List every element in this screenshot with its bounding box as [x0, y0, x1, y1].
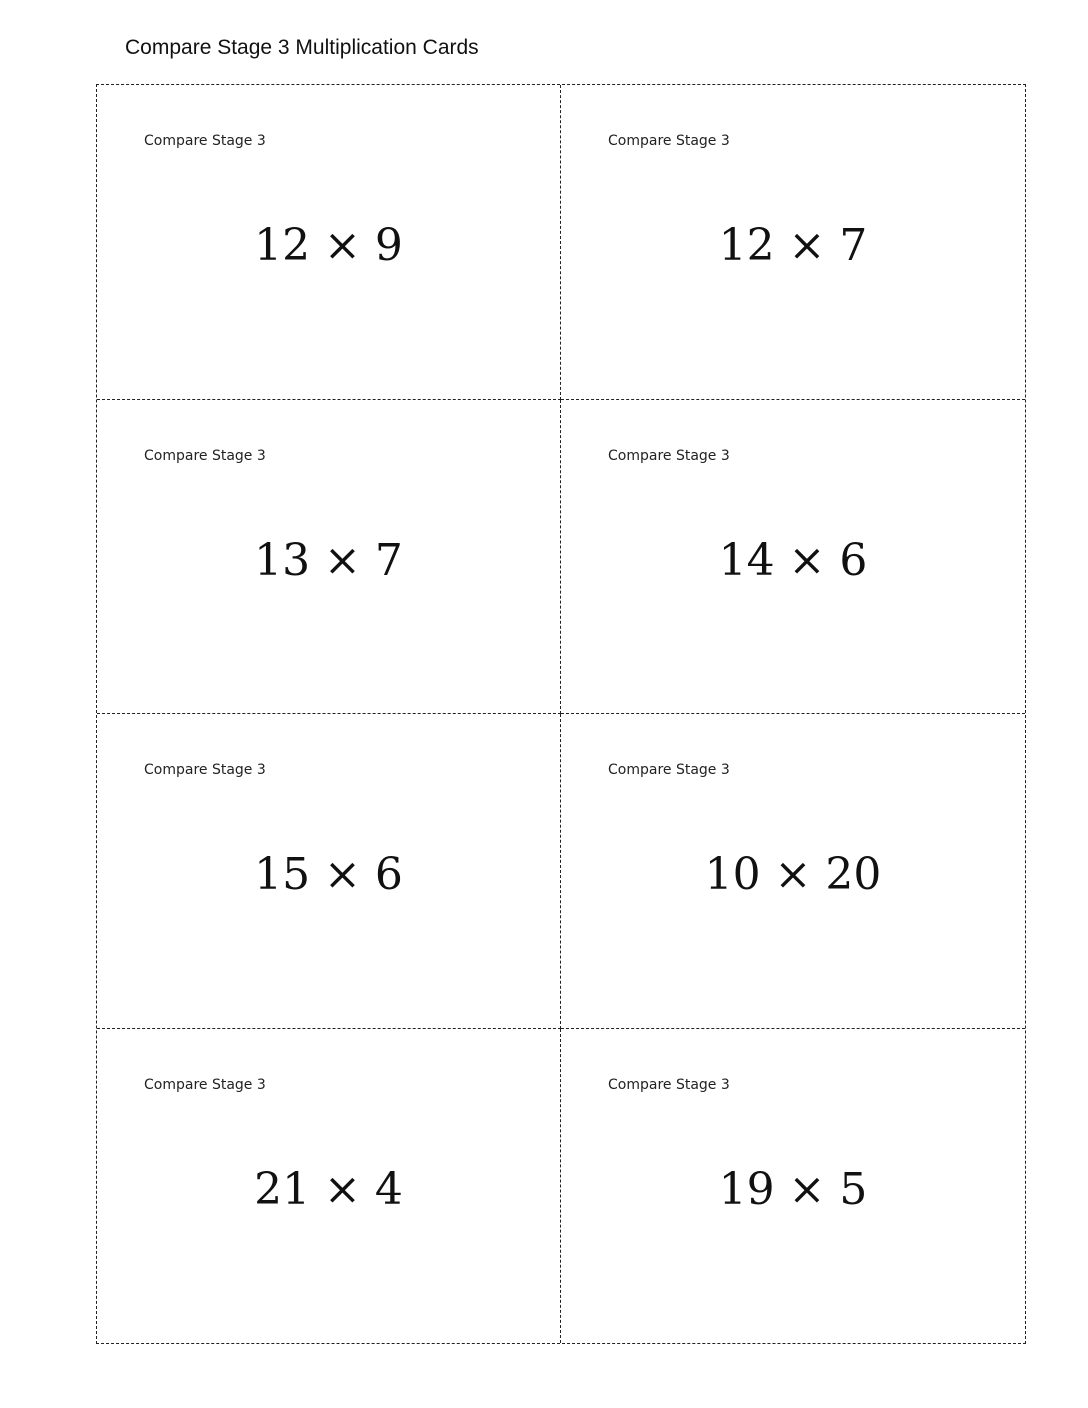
card-expression: 15 × 6	[254, 849, 403, 900]
card-label: Compare Stage 3	[608, 447, 730, 464]
card-expression: 12 × 9	[254, 220, 403, 271]
card	[97, 85, 561, 400]
card-expression: 13 × 7	[254, 534, 403, 586]
page-title: Compare Stage 3 Multiplication Cards	[125, 36, 479, 59]
card-expression: 10 × 20	[704, 849, 882, 900]
card	[561, 85, 1025, 400]
card-expression: 21 × 4	[254, 1163, 403, 1215]
card	[97, 1029, 561, 1344]
card-grid	[96, 84, 1026, 1344]
card-label: Compare Stage 3	[144, 762, 266, 778]
card-expression: 12 × 7	[718, 220, 868, 271]
card-label: Compare Stage 3	[144, 447, 266, 464]
card-label: Compare Stage 3	[144, 133, 266, 149]
card-expression: 19 × 5	[718, 1163, 868, 1215]
card	[97, 714, 561, 1029]
card-label: Compare Stage 3	[608, 1076, 730, 1093]
card	[97, 400, 561, 715]
card-label: Compare Stage 3	[608, 133, 730, 149]
card-label: Compare Stage 3	[608, 762, 730, 778]
card	[561, 400, 1025, 715]
card-label: Compare Stage 3	[144, 1076, 266, 1093]
card	[561, 714, 1025, 1029]
card-expression: 14 × 6	[718, 534, 868, 586]
card	[561, 1029, 1025, 1344]
